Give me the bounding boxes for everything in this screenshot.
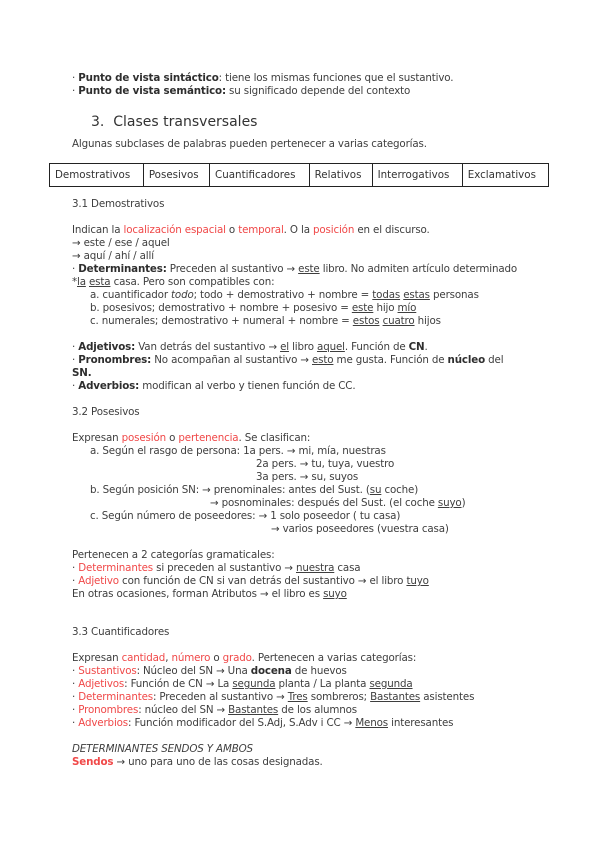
- text-segment: personas: [429, 289, 479, 301]
- table-cell: Cuantificadores: [210, 164, 310, 187]
- text-segment: . O la: [283, 224, 313, 236]
- text-segment: hijos: [414, 315, 441, 327]
- text-segment: Preceden al sustantivo →: [166, 263, 299, 275]
- text-segment: la: [77, 276, 86, 288]
- text-segment: Adverbios: [78, 717, 129, 729]
- text-segment: ·: [72, 341, 79, 353]
- text-segment: : núcleo del SN →: [138, 704, 229, 716]
- text-segment: Van detrás del sustantivo →: [135, 341, 281, 353]
- text-segment: → posnominales: después del Sust. (el coche: [210, 497, 438, 509]
- text-segment: → aquí / ahí / allí: [72, 250, 154, 262]
- text-segment: el: [280, 341, 289, 353]
- text-segment: . Pertenecen a varias categorías:: [251, 652, 417, 664]
- text-line: [72, 588, 347, 601]
- text-segment: o: [166, 432, 179, 444]
- text-line: [72, 704, 357, 717]
- text-segment: Bastantes: [370, 691, 421, 703]
- text-segment: Adjetivo: [78, 575, 119, 587]
- text-segment: o: [210, 652, 223, 664]
- text-segment: su significado depende del contexto: [225, 85, 411, 97]
- text-line: [72, 85, 410, 98]
- text-segment: CN: [408, 341, 425, 353]
- text-segment: Punto de vista semántico:: [78, 85, 226, 97]
- text-segment: ·: [72, 678, 79, 690]
- text-line: [72, 237, 170, 250]
- table-cell: Demostrativos: [50, 164, 144, 187]
- text-segment: Adjetivos:: [78, 341, 136, 353]
- text-segment: modifican al verbo y tienen función de CC.: [139, 380, 356, 392]
- text-segment: 3.1 Demostrativos: [72, 198, 165, 210]
- text-segment: ·: [72, 562, 79, 574]
- text-line: [72, 250, 154, 263]
- text-segment: de huevos: [291, 665, 347, 677]
- text-segment: aquel: [317, 341, 345, 353]
- text-segment: estos: [352, 315, 380, 327]
- text-segment: : tiene los mismas funciones que el sustantivo.: [218, 72, 454, 84]
- text-segment: si preceden al sustantivo →: [152, 562, 296, 574]
- text-segment: ·: [72, 380, 79, 392]
- text-segment: libro. No admiten artículo determinado: [319, 263, 518, 275]
- text-line: [72, 367, 92, 380]
- text-line: [72, 756, 323, 769]
- text-segment: Pertenecen a 2 categorías gramaticales:: [72, 549, 275, 561]
- text-segment: casa: [334, 562, 361, 574]
- text-segment: todo: [171, 289, 194, 301]
- text-line: [72, 678, 413, 691]
- text-segment: a. Según el rasgo de persona: 1a pers. → mi, mía, nuestras: [90, 445, 386, 457]
- text-line: [72, 276, 274, 289]
- text-segment: → este / ese / aquel: [72, 237, 170, 249]
- table-cell: Interrogativos: [372, 164, 462, 187]
- text-line: [72, 432, 310, 445]
- text-segment: Expresan: [72, 652, 122, 664]
- text-segment: Pronombres:: [78, 354, 152, 366]
- text-segment: todas: [372, 289, 401, 301]
- text-segment: posesión: [121, 432, 166, 444]
- text-line: [90, 302, 416, 315]
- text-segment: en el discurso.: [354, 224, 430, 236]
- text-line: [90, 315, 441, 328]
- text-segment: núcleo: [447, 354, 485, 366]
- text-segment: Determinantes: [78, 691, 153, 703]
- text-segment: estas: [403, 289, 430, 301]
- text-line: [72, 691, 474, 704]
- text-segment: 2a pers. → tu, tuya, vuestro: [256, 458, 395, 470]
- text-segment: ; todo + demostrativo + nombre =: [193, 289, 373, 301]
- text-segment: este: [298, 263, 320, 275]
- text-segment: : Función modificador del S.Adj, S.Adv i CC →: [128, 717, 356, 729]
- text-line: [72, 743, 253, 756]
- text-segment: Sustantivos: [78, 665, 137, 677]
- text-segment: . Función de: [344, 341, 409, 353]
- text-segment: ·: [72, 691, 79, 703]
- text-segment: 3.2 Posesivos: [72, 406, 140, 418]
- text-segment: coche): [381, 484, 419, 496]
- text-segment: hijo: [373, 302, 398, 314]
- text-line: [72, 224, 430, 237]
- text-line: [90, 484, 418, 497]
- text-line: [210, 497, 465, 510]
- text-line: [72, 138, 427, 151]
- text-segment: Sendos: [72, 756, 114, 768]
- text-line: [72, 575, 429, 588]
- text-segment: o: [225, 224, 239, 236]
- text-segment: Indican la: [72, 224, 124, 236]
- text-segment: : Función de CN → La: [124, 678, 233, 690]
- text-segment: segunda: [232, 678, 276, 690]
- text-line: [72, 626, 169, 639]
- table-cell: Exclamativos: [462, 164, 548, 187]
- table-cell: Posesivos: [143, 164, 209, 187]
- text-segment: localización espacial: [123, 224, 226, 236]
- text-segment: c. Según número de poseedores: → 1 solo poseedor ( tu casa): [90, 510, 401, 522]
- text-line: [72, 406, 140, 419]
- heading-number: 3.: [91, 114, 105, 130]
- text-line: [72, 652, 416, 665]
- text-line: [72, 549, 275, 562]
- heading-title: Clases transversales: [113, 114, 258, 130]
- text-segment: 3a pers. → su, suyos: [256, 471, 359, 483]
- text-segment: suyo: [323, 588, 347, 600]
- text-segment: Punto de vista sintáctico: [78, 72, 219, 84]
- text-segment: tuyo: [406, 575, 429, 587]
- text-segment: cuatro: [382, 315, 415, 327]
- text-segment: Menos: [355, 717, 388, 729]
- text-segment: En otras ocasiones, forman Atributos → el libro es: [72, 588, 324, 600]
- text-line: [72, 263, 517, 276]
- text-line: [72, 354, 503, 367]
- text-line: [72, 665, 347, 678]
- text-segment: del: [485, 354, 504, 366]
- text-segment: : Preceden al sustantivo →: [152, 691, 288, 703]
- text-segment: → varios poseedores (vuestra casa): [271, 523, 449, 535]
- text-line: [90, 289, 479, 302]
- text-segment: DETERMINANTES SENDOS Y AMBOS: [72, 743, 253, 755]
- text-segment: → uno para uno de las cosas designadas.: [113, 756, 323, 768]
- text-segment: ·: [72, 665, 79, 677]
- text-segment: b. Según posición SN: → prenominales: antes del Sust. (: [90, 484, 370, 496]
- text-segment: .: [424, 341, 428, 353]
- text-segment: Adjetivos: [78, 678, 125, 690]
- text-segment: Algunas subclases de palabras pueden pertenecer a varias categorías.: [72, 138, 427, 150]
- text-segment: cantidad: [121, 652, 166, 664]
- text-segment: Tres: [287, 691, 308, 703]
- text-segment: esto: [312, 354, 334, 366]
- text-segment: ·: [72, 85, 79, 97]
- text-segment: este: [351, 302, 374, 314]
- text-segment: docena: [250, 665, 292, 677]
- section-heading: [91, 114, 257, 130]
- text-line: [271, 523, 449, 536]
- text-segment: suyo: [437, 497, 462, 509]
- categories-table: [49, 163, 549, 187]
- text-line: [72, 717, 453, 730]
- text-segment: SN.: [72, 367, 92, 379]
- text-line: [72, 380, 355, 393]
- text-segment: ·: [72, 354, 79, 366]
- text-segment: ·: [72, 704, 79, 716]
- text-line: [90, 445, 386, 458]
- text-segment: planta / La planta: [275, 678, 370, 690]
- text-line: [256, 458, 394, 471]
- text-segment: ,: [165, 652, 172, 664]
- text-line: [72, 72, 453, 85]
- text-segment: nuestra: [296, 562, 335, 574]
- text-segment: b. posesivos; demostrativo + nombre + posesivo =: [90, 302, 352, 314]
- text-segment: *: [72, 276, 77, 288]
- text-line: [72, 562, 360, 575]
- text-segment: Expresan: [72, 432, 122, 444]
- text-segment: grado: [222, 652, 252, 664]
- text-segment: interesantes: [388, 717, 454, 729]
- text-segment: c. numerales; demostrativo + numeral + nombre =: [90, 315, 353, 327]
- text-segment: sombreros;: [307, 691, 371, 703]
- text-segment: a. cuantificador: [90, 289, 172, 301]
- text-segment: ·: [72, 263, 79, 275]
- text-segment: Bastantes: [228, 704, 279, 716]
- text-segment: esta: [89, 276, 111, 288]
- text-segment: ·: [72, 575, 79, 587]
- text-segment: temporal: [238, 224, 284, 236]
- text-line: [72, 341, 428, 354]
- text-segment: su: [369, 484, 382, 496]
- text-segment: libro: [288, 341, 318, 353]
- table-cell: Relativos: [309, 164, 372, 187]
- text-segment: Adverbios:: [78, 380, 140, 392]
- text-segment: mío: [397, 302, 417, 314]
- text-segment: Determinantes:: [78, 263, 167, 275]
- text-segment: asistentes: [420, 691, 475, 703]
- text-segment: segunda: [369, 678, 413, 690]
- text-segment: : Núcleo del SN → Una: [136, 665, 251, 677]
- text-segment: ·: [72, 717, 79, 729]
- text-line: [90, 510, 400, 523]
- text-line: [72, 198, 164, 211]
- text-segment: número: [171, 652, 211, 664]
- text-segment: Pronombres: [78, 704, 139, 716]
- text-segment: casa. Pero son compatibles con:: [110, 276, 275, 288]
- text-segment: ): [461, 497, 466, 509]
- text-segment: No acompañan al sustantivo →: [151, 354, 312, 366]
- text-line: [256, 471, 358, 484]
- text-segment: ·: [72, 72, 79, 84]
- text-segment: pertenencia: [178, 432, 239, 444]
- text-segment: Determinantes: [78, 562, 153, 574]
- text-segment: de los alumnos: [278, 704, 358, 716]
- text-segment: posición: [313, 224, 355, 236]
- text-segment: . Se clasifican:: [238, 432, 311, 444]
- text-segment: me gusta. Función de: [333, 354, 448, 366]
- text-segment: 3.3 Cuantificadores: [72, 626, 170, 638]
- text-segment: con función de CN si van detrás del sustantivo → el libro: [118, 575, 407, 587]
